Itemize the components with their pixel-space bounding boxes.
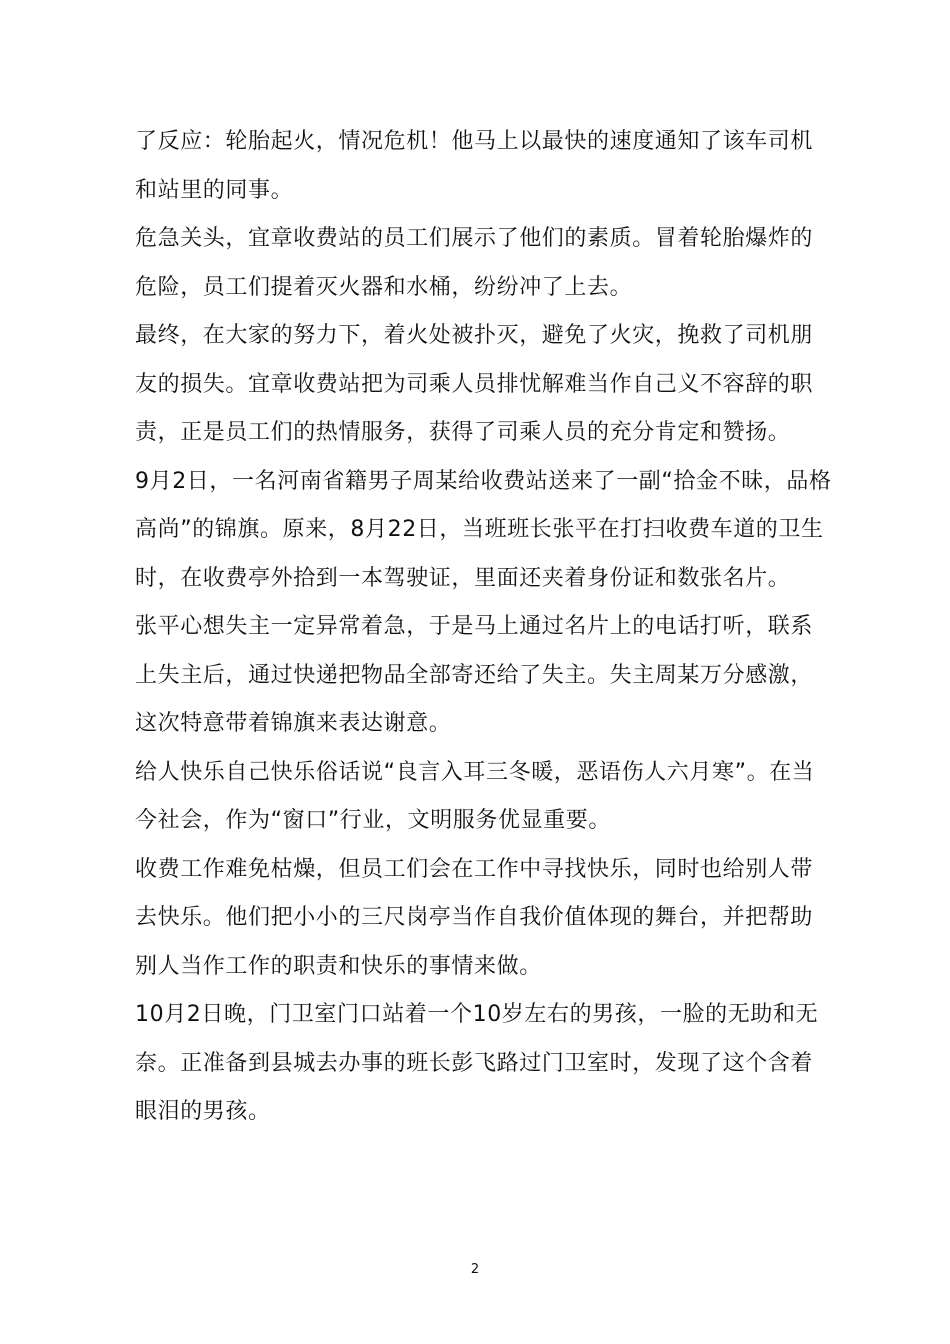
paragraph: 最终，在大家的努力下，着火处被扑灭，避免了火灾，挽救了司机朋友的损失。宜章收费站把为司乘人员排忧解难当作自己义不容辞的职责，正是员工们的热情服务，获得了司乘人员的充分肯定和赞扬。 <box>135 323 814 445</box>
paragraph: 给人快乐自己快乐俗话说“良言入耳三冬暖，恶语伤人六月寒”。在当今社会，作为“窗口”行业，文明服务优显重要。 <box>135 759 815 833</box>
paragraph: 收费工作难免枯燥，但员工们会在工作中寻找快乐，同时也给别人带去快乐。他们把小小的三尺岗亭当作自我价值体现的舞台，并把帮助别人当作工作的职责和快乐的事情来做。 <box>135 856 814 979</box>
paragraph: 张平心想失主一定异常着急，于是马上通过名片上的电话打听，联系上失主后，通过快递把物品全部寄还给了失主。失主周某万分感激，这次特意带着锦旗来表达谢意。 <box>135 614 814 736</box>
paragraph: 9月2日，一名河南省籍男子周某给收费站送来了一副“拾金不昧，品格高尚”的锦旗。原来，8月22日，当班班长张平在打扫收费车道的卫生时，在收费亭外拾到一本驾驶证，里面还夹着身份证和数张名片。 <box>135 468 832 591</box>
paragraph: 危急关头，宜章收费站的员工们展示了他们的素质。冒着轮胎爆炸的危险，员工们提着灭火器和水桶，纷纷冲了上去。 <box>135 226 814 300</box>
paragraph: 了反应：轮胎起火，情况危机！他马上以最快的速度通知了该车司机和站里的同事。 <box>135 129 814 203</box>
document-body <box>135 118 835 1137</box>
paragraph: 10月2日晚，门卫室门口站着一个10岁左右的男孩，一脸的无助和无奈。正准备到县城去办事的班长彭飞路过门卫室时，发现了这个含着眼泪的男孩。 <box>135 1002 819 1124</box>
page-number: 2 <box>470 1262 480 1277</box>
